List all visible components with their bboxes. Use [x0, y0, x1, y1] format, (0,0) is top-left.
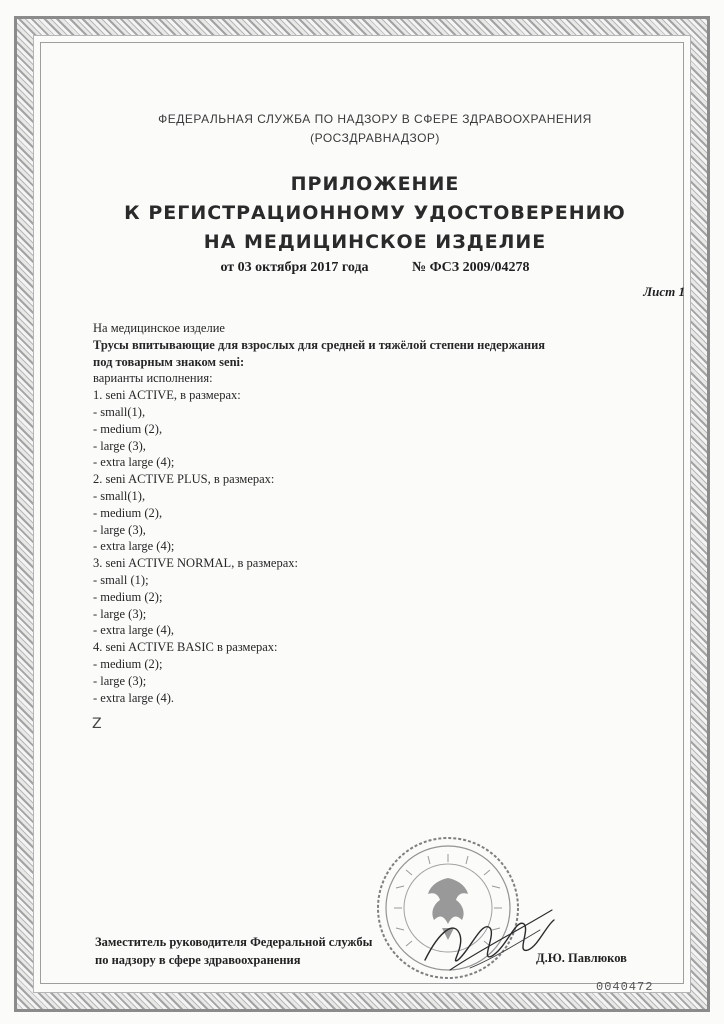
intro-line: На медицинское изделие — [93, 321, 225, 335]
serial-number: 0040472 — [596, 980, 654, 994]
variants-label: варианты исполнения: — [93, 371, 213, 386]
signature-icon — [420, 890, 560, 980]
agency-abbreviation: (РОСЗДРАВНАДЗОР) — [310, 131, 440, 145]
signer-name: Д.Ю. Павлюков — [536, 951, 627, 965]
variant-size-item: - extra large (4); — [93, 455, 175, 470]
variant-size-item: - large (3), — [93, 522, 146, 537]
title-line-1: ПРИЛОЖЕНИЕ — [290, 173, 460, 195]
title-line-3: НА МЕДИЦИНСКОЕ ИЗДЕЛИЕ — [203, 231, 547, 253]
title-line-2: К РЕГИСТРАЦИОННОМУ УДОСТОВЕРЕНИЮ — [124, 202, 626, 224]
document-title — [90, 170, 660, 257]
document-body — [93, 320, 660, 706]
product-name-line-1: Трусы впитывающие для взрослых для средней и тяжёлой степени недержания — [93, 337, 546, 352]
variant-size-item: - large (3), — [93, 438, 146, 453]
registration-number: № ФСЗ 2009/04278 — [412, 260, 530, 275]
document-content — [60, 110, 685, 706]
variant-size-item: - large (3); — [93, 606, 147, 621]
agency-name: ФЕДЕРАЛЬНАЯ СЛУЖБА ПО НАДЗОРУ В СФЕРЕ ЗДРАВООХРАНЕНИЯ — [158, 112, 592, 126]
signer-position-line-1: Заместитель руководителя Федеральной службы — [95, 935, 373, 949]
product-name-line-2: под товарным знаком seni: — [93, 354, 245, 369]
end-mark: Z — [92, 716, 102, 732]
variant-size-item: - extra large (4). — [93, 690, 174, 705]
variant-groups — [93, 387, 660, 706]
variant-size-item: - medium (2); — [93, 589, 163, 604]
variant-size-item: - medium (2), — [93, 421, 163, 436]
sheet-number: Лист 1 — [643, 284, 685, 299]
variant-heading: 2. seni ACTIVE PLUS, в размерах: — [93, 472, 275, 487]
variant-size-item: - small(1), — [93, 404, 146, 419]
registration-line — [90, 260, 660, 276]
agency-header — [90, 110, 660, 148]
variant-size-item: - large (3); — [93, 673, 147, 688]
variant-size-item: - extra large (4); — [93, 539, 175, 554]
signer-position — [95, 933, 372, 969]
variant-size-item: - medium (2); — [93, 656, 163, 671]
variant-heading: 4. seni ACTIVE BASIC в размерах: — [93, 640, 278, 655]
variant-size-item: - extra large (4), — [93, 623, 174, 638]
variant-size-item: - small(1), — [93, 488, 146, 503]
signer-position-line-2: по надзору в сфере здравоохранения — [95, 953, 301, 967]
variant-size-item: - small (1); — [93, 572, 149, 587]
variant-heading: 1. seni ACTIVE, в размерах: — [93, 388, 241, 403]
variant-heading: 3. seni ACTIVE NORMAL, в размерах: — [93, 556, 299, 571]
variant-size-item: - medium (2), — [93, 505, 163, 520]
registration-date: от 03 октября 2017 года — [220, 260, 369, 275]
